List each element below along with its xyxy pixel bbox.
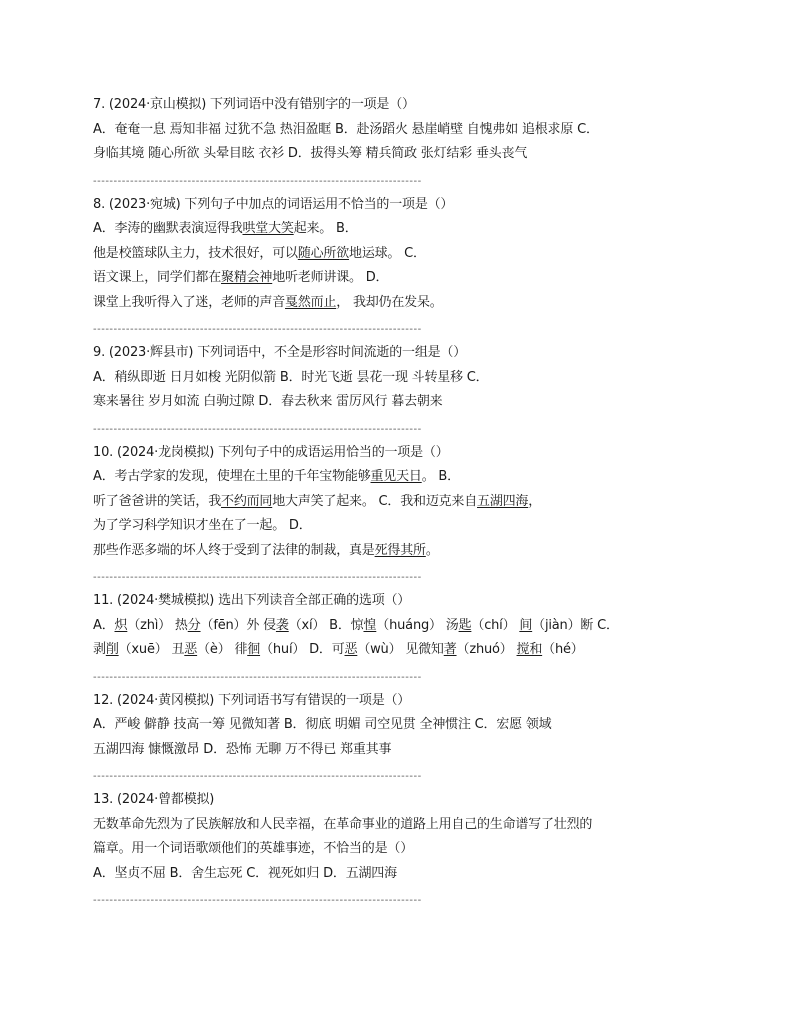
text-segment: 。 xyxy=(425,542,439,558)
underlined-term: 随心所欲 xyxy=(297,245,350,261)
text-segment: （jiàn）断 C． xyxy=(532,617,619,633)
underlined-term: 搅和 xyxy=(516,642,543,657)
question-line xyxy=(93,689,723,714)
underlined-term: 惶 xyxy=(363,617,377,633)
underlined-term: 匙 xyxy=(458,617,472,633)
question-line xyxy=(93,539,723,564)
text-segment: A．坚贞不屈 B．舍生忘死 C．视死如归 D．五湖四海 xyxy=(93,865,397,881)
dashed-separator: -------------------------------------------------------------------------------- xyxy=(93,572,422,583)
underlined-term: 著 xyxy=(443,642,457,657)
text-segment: A．稍纵即逝 日月如梭 光阴似箭 B．时光飞逝 昙花一现 斗转星移 C． xyxy=(93,369,489,385)
underlined-term: 聚精会神 xyxy=(221,270,273,285)
text-segment: 起来。 B． xyxy=(293,221,358,236)
underlined-term: 袭 xyxy=(275,617,289,633)
text-segment: （zhì） 热 xyxy=(127,617,188,633)
question-line xyxy=(93,291,723,316)
question-7 xyxy=(93,93,723,167)
text-segment: 9. (2023·辉县市) 下列词语中，不全是形容时间流逝的一组是（） xyxy=(93,345,467,360)
text-segment: 身临其境 随心所欲 头晕目眩 衣衫 D．拔得头筹 精兵简政 张灯结彩 垂头丧气 xyxy=(93,146,528,161)
question-line xyxy=(93,862,723,887)
dashed-separator: -------------------------------------------------------------------------------- xyxy=(93,423,422,435)
text-segment: 语文课上，同学们都在 xyxy=(93,270,222,285)
question-line xyxy=(93,738,723,763)
dashed-separator: -------------------------------------------------------------------------------- xyxy=(93,175,422,187)
question-line xyxy=(93,242,723,267)
text-segment: 听了爸爸讲的笑话，我 xyxy=(93,493,222,509)
text-segment: A．李涛的幽默表演逗得我 xyxy=(93,221,243,236)
text-segment: ， xyxy=(528,493,542,509)
text-segment: 寒来暑往 岁月如流 白驹过隙 D．春去秋来 雷厉风行 暮去朝来 xyxy=(93,394,443,409)
question-line xyxy=(93,589,723,614)
text-segment: （zhuó） xyxy=(456,642,517,657)
underlined-term: 分 xyxy=(187,617,201,633)
text-segment: A． xyxy=(93,617,115,633)
question-line xyxy=(93,390,723,415)
text-segment: （huí） D．可 xyxy=(260,642,345,657)
underlined-term: 恶 xyxy=(344,642,358,657)
question-line xyxy=(93,142,723,167)
text-segment: 为了学习科学知识才坐在了一起。 D． xyxy=(93,518,312,533)
text-segment: （xí） B．惊 xyxy=(288,617,364,633)
question-line xyxy=(93,193,723,218)
question-9 xyxy=(93,341,723,415)
underlined-term: 哄堂大笑 xyxy=(242,221,294,236)
exercise-page xyxy=(93,93,723,912)
question-line xyxy=(93,366,723,391)
text-segment: ， 我却仍在发呆。 xyxy=(336,294,443,310)
text-segment: （hé） xyxy=(542,642,584,657)
question-line xyxy=(93,118,723,143)
question-10 xyxy=(93,441,723,564)
dashed-separator: -------------------------------------------------------------------------------- xyxy=(93,771,422,782)
question-12 xyxy=(93,689,723,763)
text-segment: 地运球。 C． xyxy=(349,245,426,261)
underlined-term: 恶 xyxy=(184,642,198,657)
text-segment: 剥 xyxy=(93,642,106,657)
underlined-term: 徊 xyxy=(247,642,261,657)
underlined-term: 炽 xyxy=(114,617,128,633)
underlined-term: 五湖四海 xyxy=(477,493,529,509)
question-line xyxy=(93,266,723,291)
text-segment: A．考古学家的发现，使埋在土里的千年宝物能够 xyxy=(93,469,371,484)
text-segment: 12. (2024·黄冈模拟) 下列词语书写有错误的一项是（） xyxy=(93,692,411,708)
text-segment: 地听老师讲课。 D． xyxy=(272,270,389,285)
dashed-separator: -------------------------------------------------------------------------------- xyxy=(93,895,422,906)
text-segment: 无数革命先烈为了民族解放和人民幸福，在革命事业的道路上用自己的生命谱写了壮烈的 xyxy=(93,816,593,832)
text-segment: （fēn）外 侵 xyxy=(200,617,276,633)
text-segment: 课堂上我听得入了迷，老师的声音 xyxy=(93,294,286,310)
question-line xyxy=(93,490,723,515)
question-line xyxy=(93,514,723,539)
question-13 xyxy=(93,788,723,886)
text-segment: 五湖四海 慷慨激昂 D．恐怖 无聊 万不得已 郑重其事 xyxy=(93,741,392,757)
question-line xyxy=(93,837,723,862)
dashed-separator: -------------------------------------------------------------------------------- xyxy=(93,324,422,335)
text-segment: 篇章。用一个词语歌颂他们的英雄事迹，不恰当的是（） xyxy=(93,841,414,856)
question-line xyxy=(93,813,723,838)
text-segment: A．严峻 僻静 技高一筹 见微知著 B．彻底 明媚 司空见贯 全神惯注 C．宏愿 领域 xyxy=(93,717,552,732)
underlined-term: 死得其所 xyxy=(374,542,426,558)
text-segment: 11. (2024·樊城模拟) 选出下列读音全部正确的选项（） xyxy=(93,593,411,608)
text-segment: 13. (2024·曾都模拟) xyxy=(93,792,215,807)
text-segment: A．奄奄一息 焉知非福 过犹不急 热泪盈眶 B．赴汤蹈火 悬崖峭壁 自愧弗如 追根求原 C． xyxy=(93,121,599,137)
question-8 xyxy=(93,193,723,316)
text-segment: （è） 徘 xyxy=(197,642,248,657)
question-line xyxy=(93,465,723,490)
underlined-term: 戛然而止 xyxy=(285,294,337,310)
question-line xyxy=(93,638,723,663)
dashed-separator: -------------------------------------------------------------------------------- xyxy=(93,671,422,683)
text-segment: 地大声笑了起来。 C．我和迈克来自 xyxy=(272,493,478,509)
text-segment: 7. (2024·京山模拟) 下列词语中没有错别字的一项是（） xyxy=(93,97,415,112)
underlined-term: 重见天日 xyxy=(370,469,422,484)
text-segment: （huáng） 汤 xyxy=(376,617,459,633)
underlined-term: 削 xyxy=(105,642,119,657)
text-segment: （wù） 见微知 xyxy=(357,642,444,657)
question-line xyxy=(93,93,723,118)
text-segment: 那些作恶多端的坏人终于受到了法律的制裁，真是 xyxy=(93,542,375,558)
underlined-term: 间 xyxy=(519,617,533,633)
underlined-term: 不约而同 xyxy=(221,493,273,509)
text-segment: （xuē） 丑 xyxy=(118,642,185,657)
question-11 xyxy=(93,589,723,663)
text-segment: 8. (2023·宛城) 下列句子中加点的词语运用不恰当的一项是（） xyxy=(93,196,454,212)
question-line xyxy=(93,788,723,813)
text-segment: 他是校篮球队主力，技术很好，可以 xyxy=(93,245,298,261)
question-line xyxy=(93,614,723,639)
question-line xyxy=(93,217,723,242)
text-segment: 。 B． xyxy=(421,469,460,484)
question-line xyxy=(93,441,723,466)
text-segment: 10. (2024·龙岗模拟) 下列句子中的成语运用恰当的一项是（） xyxy=(93,444,449,460)
question-line xyxy=(93,713,723,738)
question-line xyxy=(93,341,723,366)
text-segment: （chí） xyxy=(471,617,520,633)
